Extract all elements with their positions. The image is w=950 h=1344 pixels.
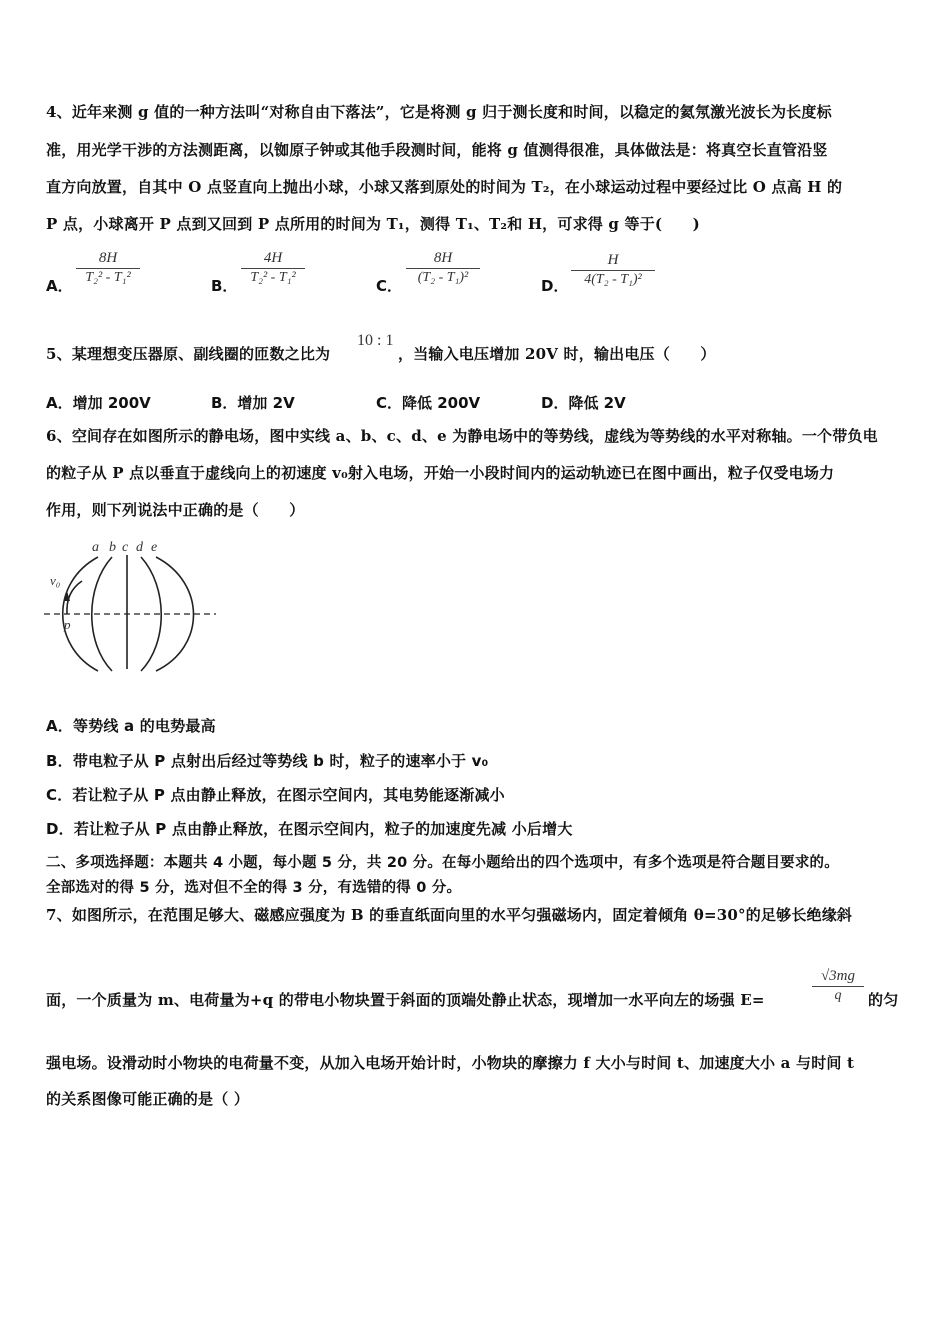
q4-option-d-label: D． <box>541 277 569 295</box>
q5-option-b: B．增加 2V <box>211 394 295 412</box>
q7-field-denominator: q <box>834 988 842 1003</box>
q4-option-c-formula <box>406 250 480 286</box>
label-e: e <box>151 540 158 555</box>
fraction-bar <box>571 270 655 271</box>
q4-option-a-denominator: T₂² - T₁² <box>85 270 131 285</box>
q5-turns-ratio: 10 : 1 <box>357 332 394 349</box>
q4-option-d-numerator: H <box>607 252 619 268</box>
fraction-bar <box>812 986 864 987</box>
q6-line-1: 6、空间存在如图所示的静电场，图中实线 a、b、c、d、e 为静电场中的等势线，虚线为等势线的水平对称轴。一个带负电 <box>46 427 878 445</box>
q7-line-4: 的关系图像可能正确的是（ ） <box>46 1090 250 1108</box>
q4-option-d-denominator: 4(T₂ - T₁)² <box>584 272 642 287</box>
fraction-bar <box>406 268 480 269</box>
q6-option-a: A．等势线 a 的电势最高 <box>46 717 216 735</box>
q5-option-a: A．增加 200V <box>46 394 151 412</box>
q7-field-numerator: √3mg <box>820 968 856 984</box>
q4-line-1: 4、近年来测 g 值的一种方法叫“对称自由下落法”，它是将测 g 归于测长度和时间，以稳定的氦氖激光波长为长度标 <box>46 103 832 121</box>
q5-option-d: D．降低 2V <box>541 394 626 412</box>
q6-line-2: 的粒子从 P 点以垂直于虚线向上的初速度 v₀射入电场，开始一小段时间内的运动轨迹已在图中画出，粒子仅受电场力 <box>46 464 835 482</box>
q4-line-3: 直方向放置，自其中 O 点竖直向上抛出小球，小球又落到原处的时间为 T₂，在小球运动过程中要经过比 O 点高 H 的 <box>46 178 843 196</box>
q7-line-1: 7、如图所示，在范围足够大、磁感应强度为 B 的垂直纸面向里的水平匀强磁场内，固定着倾角 θ=30°的足够长绝缘斜 <box>46 906 853 924</box>
label-v0: v₀ <box>50 573 61 588</box>
label-p: p <box>64 617 71 632</box>
q7-field-formula <box>812 968 864 1004</box>
q4-line-4: P 点，小球离开 P 点到又回到 P 点所用的时间为 T₁，测得 T₁、T₂和 H，可求得 g 等于( ) <box>46 215 700 233</box>
q4-option-b-label: B． <box>211 277 238 295</box>
q4-option-d-formula <box>571 252 655 288</box>
q4-option-b-formula <box>241 250 305 286</box>
q7-line-2-after: 的匀 <box>868 991 899 1009</box>
q4-option-c-label: C． <box>376 277 403 295</box>
section2-line-2: 全部选对的得 5 分，选对但不全的得 3 分，有选错的得 0 分。 <box>46 880 462 896</box>
q5-option-c: C．降低 200V <box>376 394 481 412</box>
q5-stem-before: 5、某理想变压器原、副线圈的匝数之比为 <box>46 345 331 363</box>
label-a: a <box>92 540 99 555</box>
q5-stem-after: ，当输入电压增加 20V 时，输出电压（ ） <box>398 345 716 363</box>
q6-line-3: 作用，则下列说法中正确的是（ ） <box>46 501 305 519</box>
label-c: c <box>122 540 129 555</box>
q6-option-c: C．若让粒子从 P 点由静止释放，在图示空间内，其电势能逐渐减小 <box>46 786 505 804</box>
q7-line-3: 强电场。设滑动时小物块的电荷量不变，从加入电场开始计时，小物块的摩擦力 f 大小与时间 t、加速度大小 a 与时间 t <box>46 1054 855 1072</box>
q6-option-d: D．若让粒子从 P 点由静止释放，在图示空间内，粒子的加速度先减 小后增大 <box>46 820 573 838</box>
q4-option-b-numerator: 4H <box>263 250 283 266</box>
q4-line-2: 准，用光学干涉的方法测距离，以铷原子钟或其他手段测时间，能将 g 值测得很准，具体做法是：将真空长直管沿竖 <box>46 141 828 159</box>
q4-option-c-denominator: (T₂ - T₁)² <box>417 270 469 285</box>
fraction-bar <box>76 268 140 269</box>
fraction-bar <box>241 268 305 269</box>
q4-option-a-formula <box>76 250 140 286</box>
equipotential-figure <box>40 535 230 680</box>
label-d: d <box>136 540 143 555</box>
q4-option-b-denominator: T₂² - T₁² <box>250 270 296 285</box>
label-b: b <box>109 540 116 555</box>
q4-option-a-label: A． <box>46 277 73 295</box>
q4-option-c-numerator: 8H <box>433 250 453 266</box>
q4-option-a-numerator: 8H <box>98 250 118 266</box>
q7-line-2-before: 面，一个质量为 m、电荷量为+q 的带电小物块置于斜面的顶端处静止状态，现增加一水平向左的场强 E= <box>46 991 765 1009</box>
q6-option-b: B．带电粒子从 P 点射出后经过等势线 b 时，粒子的速率小于 v₀ <box>46 752 489 770</box>
section2-line-1: 二、多项选择题：本题共 4 小题，每小题 5 分，共 20 分。在每小题给出的四个选项中，有多个选项是符合题目要求的。 <box>46 855 839 871</box>
